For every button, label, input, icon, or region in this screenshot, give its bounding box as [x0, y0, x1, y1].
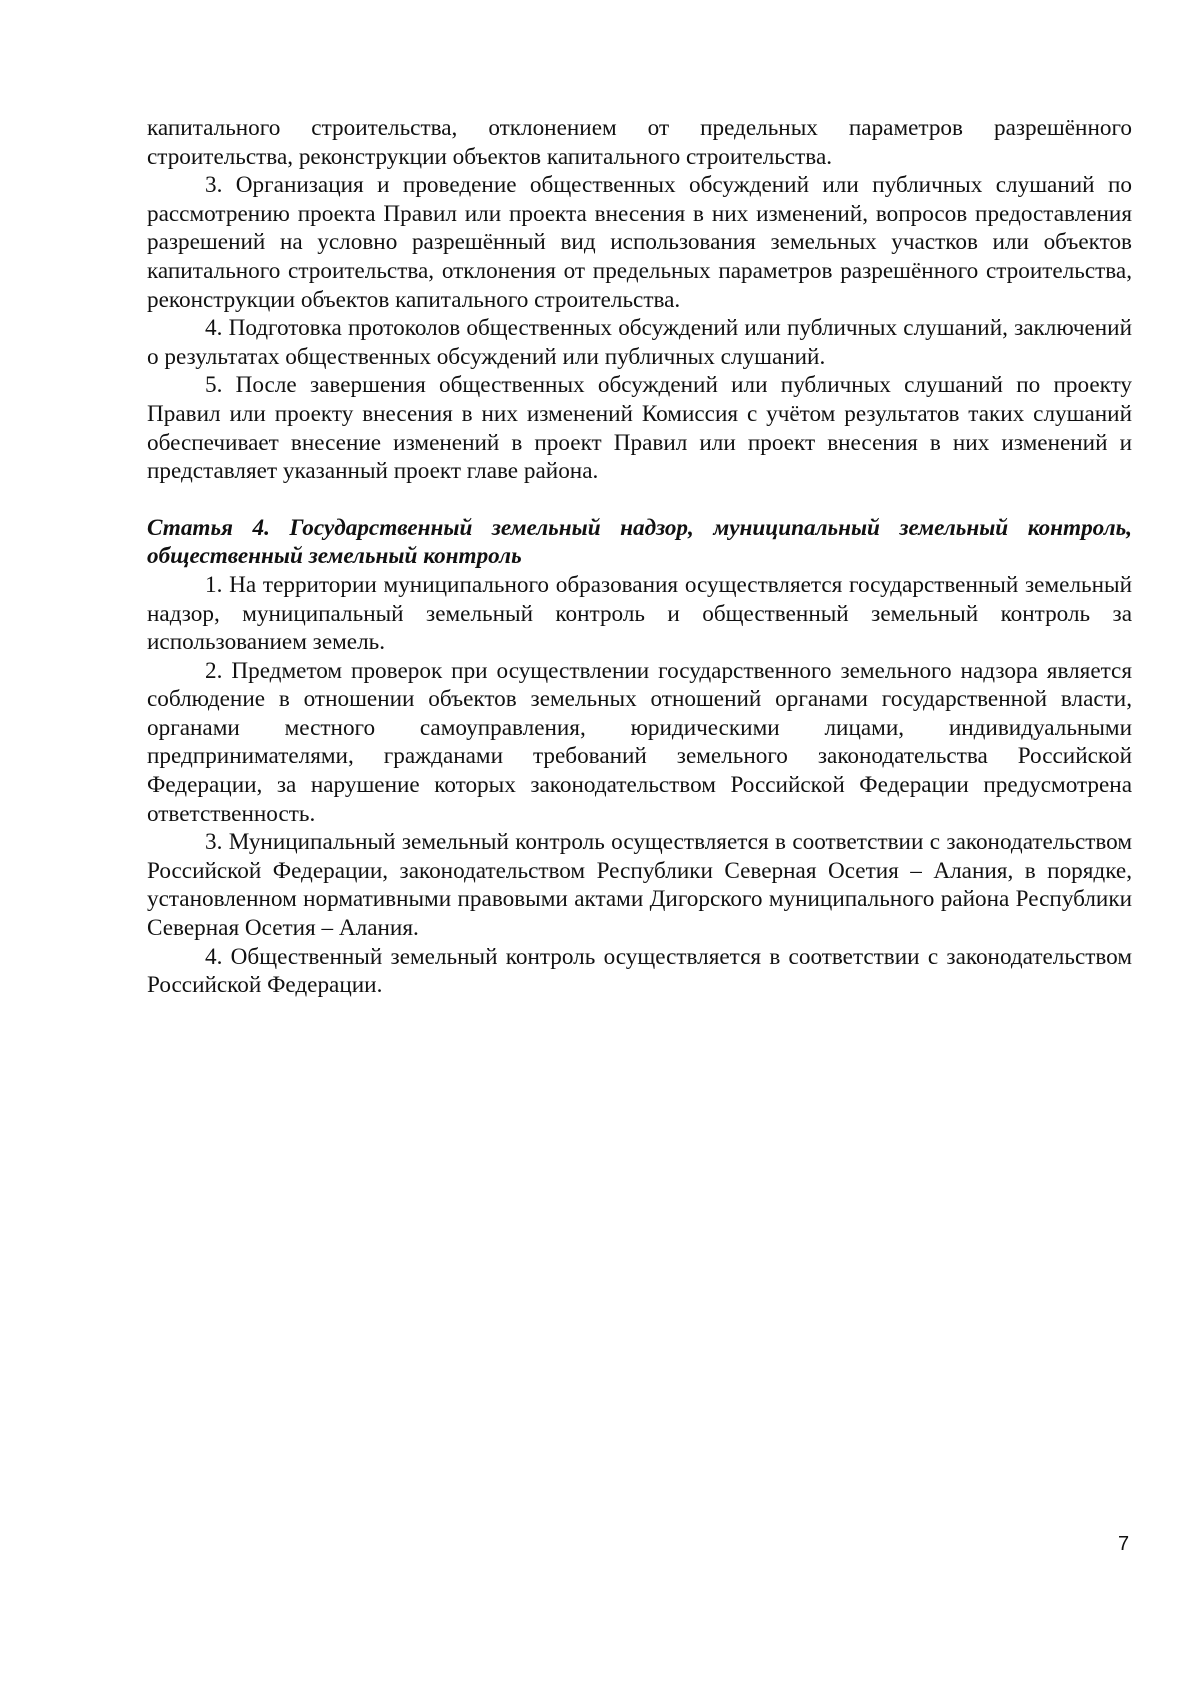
- continuation-paragraph: капитального строительства, отклонением от предельных параметров разрешённого строительства, реконструкции объектов капитального строительства.: [147, 115, 1132, 170]
- article-4-item-4: 4. Общественный земельный контроль осуществляется в соответствии с законодательством Российской Федерации.: [147, 943, 1132, 999]
- paragraph-item-3: 3. Организация и проведение общественных обсуждений или публичных слушаний по рассмотрению проекта Правил или проекта внесения в них изменений, вопросов предоставления разрешений на условно разрешённый вид использования земельных участков или объектов капитального строительства, отклонения от предельных параметров разрешённого строительства, реконструкции объектов капитального строительства.: [147, 172, 1132, 313]
- paragraph-item-5: 5. После завершения общественных обсуждений или публичных слушаний по проекту Правил или проекту внесения в них изменений Комиссия с учётом результатов таких слушаний обеспечивает внесение изменений в проект Правил или проект внесения в них изменений и представляет указанный проект главе района.: [147, 372, 1132, 485]
- article-4-item-3: 3. Муниципальный земельный контроль осуществляется в соответствии с законодательством Российской Федерации, законодательством Республики Северная Осетия – Алания, в порядке, установленном нормативными правовыми актами Дигорского муниципального района Республики Северная Осетия – Алания.: [147, 829, 1132, 942]
- article-4-heading: Статья 4. Государственный земельный надзор, муниципальный земельный контроль, общественный земельный контроль: [147, 514, 1132, 570]
- document-body: [147, 114, 1132, 1000]
- article-4-item-1: 1. На территории муниципального образования осуществляется государственный земельный надзор, муниципальный земельный контроль и общественный земельный контроль за использованием земель.: [147, 571, 1132, 656]
- paragraph-item-4: 4. Подготовка протоколов общественных обсуждений или публичных слушаний, заключений о результатах общественных обсуждений или публичных слушаний.: [147, 315, 1132, 370]
- article-4-item-2: 2. Предметом проверок при осуществлении государственного земельного надзора является соблюдение в отношении объектов земельных отношений органами государственной власти, органами местного самоуправления, юридическими лицами, индивидуальными предпринимателями, гражданами требований земельного законодательства Российской Федерации, за нарушение которых законодательством Российской Федерации предусмотрена ответственность.: [147, 657, 1132, 827]
- page-number: 7: [1118, 1533, 1130, 1555]
